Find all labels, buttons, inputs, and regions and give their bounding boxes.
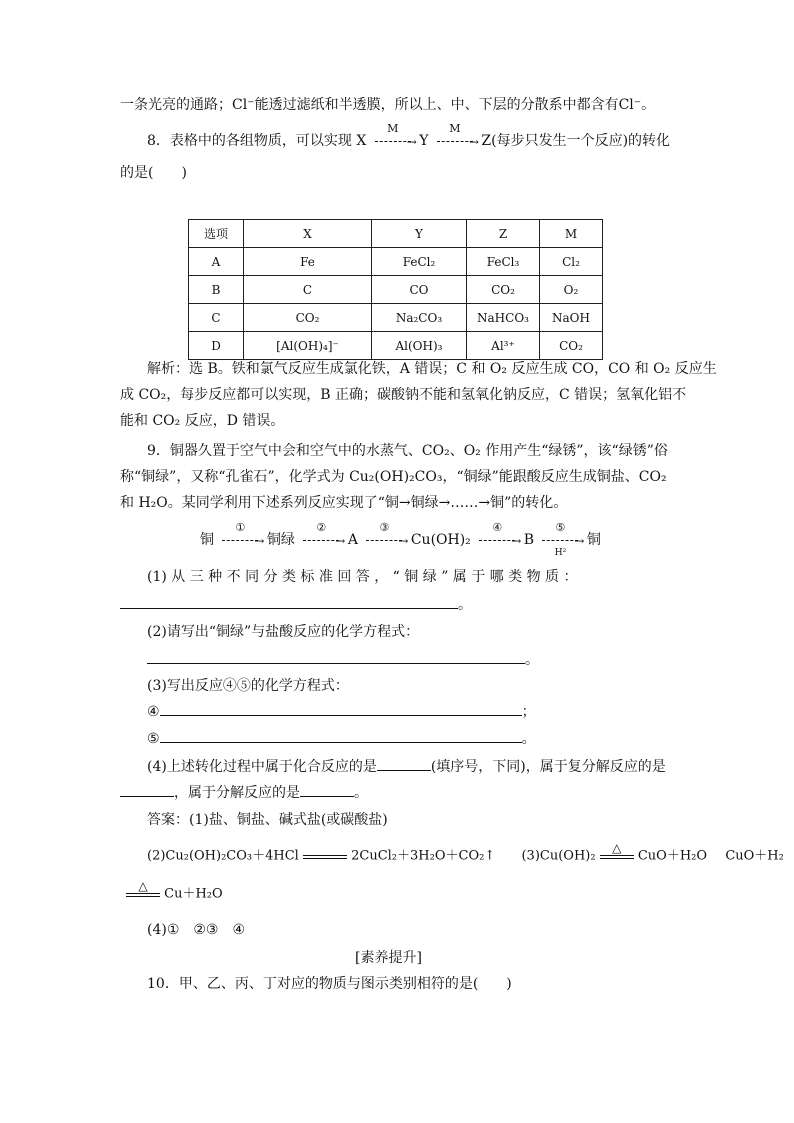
equals-sign (303, 846, 347, 866)
table-cell: Cl₂ (540, 248, 603, 276)
q8-end: Z(每步只发生一个反应)的转化 (481, 133, 671, 149)
section-heading: [素养提升] (355, 950, 422, 966)
table-cell: O₂ (540, 276, 603, 304)
intro-paragraph: 一条光亮的通路；Cl⁻能透过滤纸和半透膜，所以上、中、下层的分散系中都含有Cl⁻。 (120, 97, 656, 113)
reaction-arrow: M → (371, 131, 415, 151)
table-cell: FeCl₃ (467, 248, 540, 276)
reaction-arrow: ① → (218, 530, 262, 550)
reaction-arrow: ③ → (362, 530, 406, 550)
sub-question-3: (3)写出反应④⑤的化学方程式： (147, 678, 349, 694)
chain-step: 铜 (586, 532, 601, 548)
question-8 (147, 122, 671, 151)
question-10: 10．甲、乙、丙、丁对应的物质与图示类别相符的是( ) (147, 976, 512, 992)
answer-line-2: 。 (147, 649, 539, 670)
answer-blank[interactable] (147, 649, 525, 664)
table-header: M (540, 220, 603, 248)
table-header: Z (467, 220, 540, 248)
table-cell: NaOH (540, 304, 603, 332)
table-cell: Fe (244, 248, 372, 276)
reaction-arrow: ④ → (475, 530, 519, 550)
chain-step: Cu(OH)₂ (410, 532, 471, 548)
answer-4: (4)① ②③ ④ (147, 922, 246, 938)
sub-question-2: (2)请写出“铜绿”与盐酸反应的化学方程式： (147, 624, 420, 640)
answer-blank[interactable] (120, 594, 458, 609)
q8-prefix: 8．表格中的各组物质，可以实现 X (147, 133, 367, 149)
table-cell: B (189, 276, 244, 304)
answer-blank[interactable] (160, 728, 522, 743)
conversion-chain (200, 521, 601, 558)
chain-step: B (523, 532, 534, 548)
options-table (188, 219, 603, 360)
q9-line: 和 H₂O。某同学利用下述系列反应实现了“铜→铜绿→……→铜”的转化。 (120, 495, 568, 511)
answer-3-cont: △ Cu＋H₂O (126, 884, 223, 905)
table-row (189, 248, 603, 276)
answer-line-4: ⑤ 。 (147, 728, 536, 749)
table-cell: CO₂ (467, 276, 540, 304)
chain-step: A (347, 532, 358, 548)
table-cell: [Al(OH)₄]⁻ (244, 332, 372, 360)
table-cell: FeCl₂ (372, 248, 467, 276)
table-row (189, 304, 603, 332)
reaction-arrow: ⑤ → H² (538, 530, 582, 550)
q8-y: Y (419, 133, 429, 149)
table-cell: CO₂ (540, 332, 603, 360)
table-cell: NaHCO₃ (467, 304, 540, 332)
answer-blank[interactable] (377, 756, 431, 771)
q8-line2: 的是( ) (120, 165, 187, 181)
reaction-arrow: M → (433, 131, 477, 151)
table-cell: CO (372, 276, 467, 304)
answer-blank[interactable] (120, 782, 174, 797)
chain-step: 铜 (200, 532, 214, 548)
table-row (189, 332, 603, 360)
table-cell: C (244, 276, 372, 304)
table-cell: D (189, 332, 244, 360)
table-cell: Al³⁺ (467, 332, 540, 360)
chain-step: 铜绿 (266, 532, 295, 548)
heat-equals-sign: △ (600, 846, 634, 866)
answer-blank[interactable] (160, 701, 522, 716)
analysis-line: 能和 CO₂ 反应，D 错误。 (120, 413, 285, 429)
table-cell: A (189, 248, 244, 276)
table-row (189, 276, 603, 304)
table-cell: Na₂CO₃ (372, 304, 467, 332)
q9-line: 称“铜绿”，又称“孔雀石”，化学式为 Cu₂(OH)₂CO₃，“铜绿”能跟酸反应生成铜盐、CO₂ (120, 469, 667, 485)
table-cell: C (189, 304, 244, 332)
table-cell: CO₂ (244, 304, 372, 332)
sub-question-1: (1) 从 三 种 不 同 分 类 标 准 回 答 ， “ 铜 绿 ” 属 于 哪 类 物 质 ： (147, 569, 578, 585)
table-header: X (244, 220, 372, 248)
sub-question-4-cont: ，属于分解反应的是 。 (120, 782, 368, 803)
table-header: 选项 (189, 220, 244, 248)
answer-line-1: 。 (120, 594, 472, 615)
table-header: Y (372, 220, 467, 248)
sub-question-4: (4)上述转化过程中属于化合反应的是 (填序号，下同)，属于复分解反应的是 (147, 756, 666, 777)
arrow-sublabel: H² (554, 548, 567, 558)
analysis-line: 解析：选 B。铁和氯气反应生成氯化铁，A 错误；C 和 O₂ 反应生成 CO，CO 和 O₂ 反应生 (147, 361, 717, 377)
table-header-row (189, 220, 603, 248)
q9-line: 9．铜器久置于空气中会和空气中的水蒸气、CO₂、O₂ 作用产生“绿锈”，该“绿锈”俗 (147, 443, 668, 459)
answer-line-3: ④ ； (147, 701, 536, 722)
answer-1: 答案：(1)盐、铜盐、碱式盐(或碳酸盐) (147, 812, 388, 828)
analysis-line: 成 CO₂，每步反应都可以实现，B 正确；碳酸钠不能和氢氧化钠反应，C 错误；氢氧化铝不 (120, 387, 687, 403)
answer-2: (2)Cu₂(OH)₂CO₃＋4HCl 2CuCl₂＋3H₂O＋CO₂↑ (3)Cu(OH)₂ △ CuO＋H₂O CuO＋H₂ (147, 846, 784, 867)
answer-blank[interactable] (300, 782, 354, 797)
table-cell: Al(OH)₃ (372, 332, 467, 360)
reaction-arrow: ② → (299, 530, 343, 550)
heat-equals-sign: △ (126, 884, 160, 904)
